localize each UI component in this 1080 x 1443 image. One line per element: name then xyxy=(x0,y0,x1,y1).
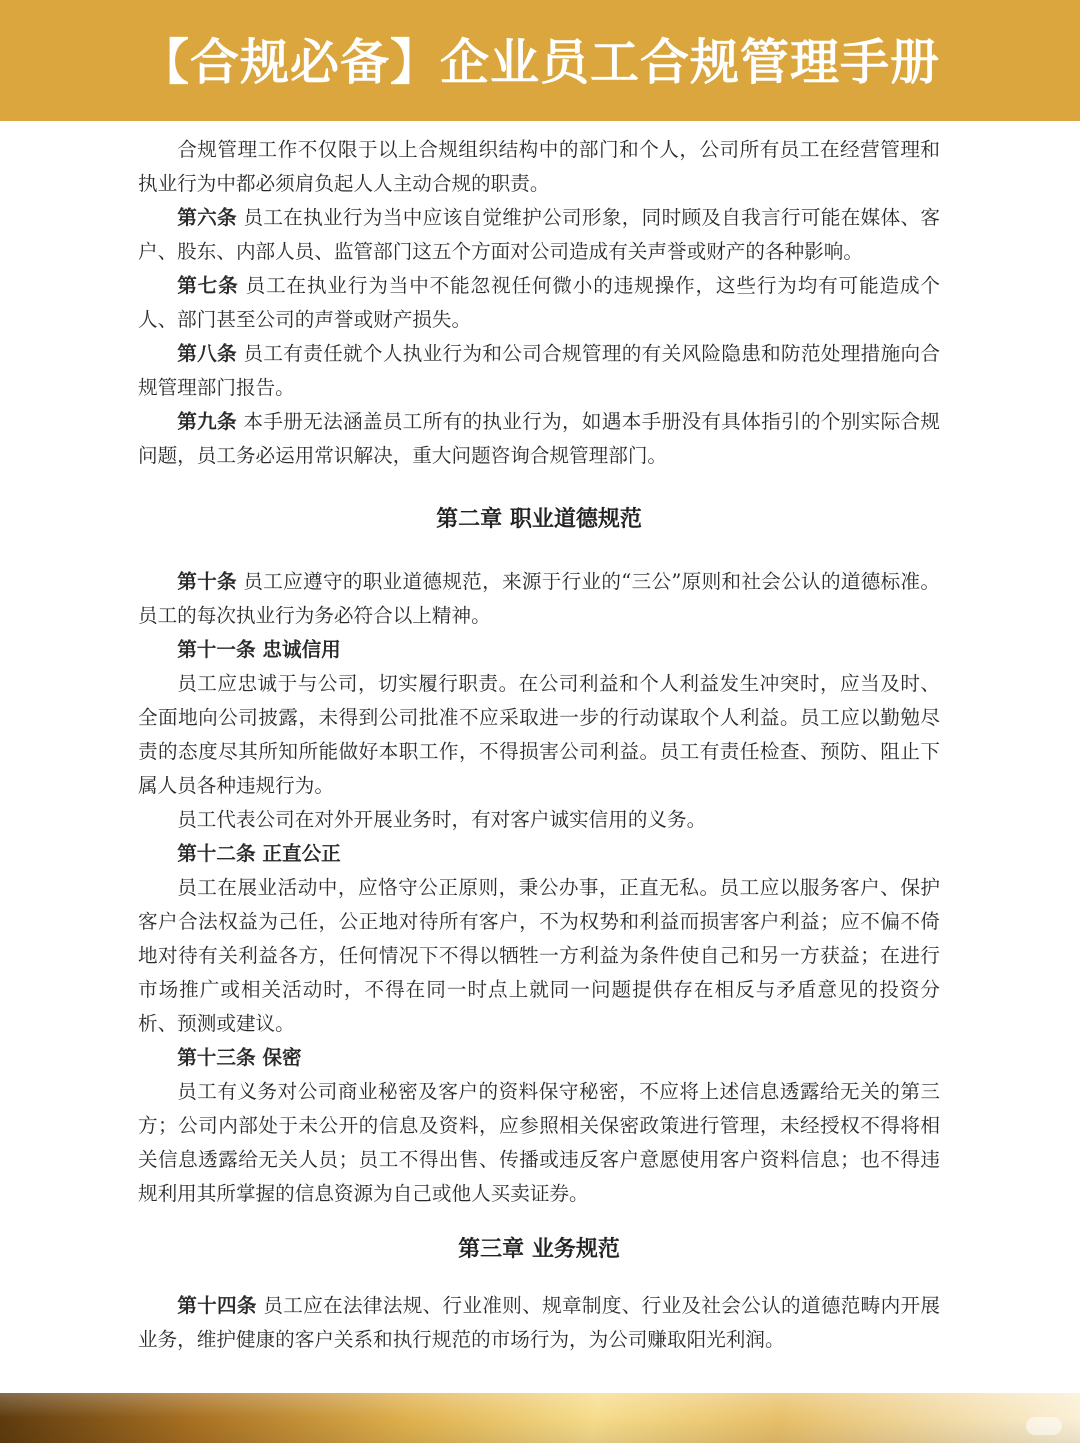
article-9-label: 第九条 xyxy=(177,410,237,433)
article-6-label: 第六条 xyxy=(177,206,237,229)
article-10 xyxy=(138,565,940,633)
watermark-badge xyxy=(1026,1417,1062,1435)
article-12-heading: 第十二条 正直公正 xyxy=(177,842,341,865)
article-14 xyxy=(138,1289,940,1357)
article-7 xyxy=(138,269,940,337)
header-banner xyxy=(0,0,1080,121)
article-13-heading: 第十三条 保密 xyxy=(177,1046,302,1069)
document-body xyxy=(138,133,940,1357)
article-12-paragraph: 员工在展业活动中，应恪守公正原则，秉公办事，正直无私。员工应以服务客户、保护客户合法权益为己任，公正地对待所有客户，不为权势和利益而损害客户利益；应不偏不倚地对待有关利益各方，任何情况下不得以牺牲一方利益为条件使自己和另一方获益；在进行市场推广或相关活动时，不得在同一时点上就同一问题提供存在相反与矛盾意见的投资分析、预测或建议。 xyxy=(138,876,940,1035)
page-title: 【合规必备】企业员工合规管理手册 xyxy=(139,33,940,91)
article-9-text: 本手册无法涵盖员工所有的执业行为，如遇本手册没有具体指引的个别实际合规问题，员工务必运用常识解决，重大问题咨询合规管理部门。 xyxy=(138,410,940,467)
article-8 xyxy=(138,337,940,405)
article-13-paragraph: 员工有义务对公司商业秘密及客户的资料保守秘密，不应将上述信息透露给无关的第三方；公司内部处于未公开的信息及资料，应参照相关保密政策进行管理，未经授权不得将相关信息透露给无关人员；员工不得出售、传播或违反客户意愿使用客户资料信息；也不得违规利用其所掌握的信息资源为自己或他人买卖证券。 xyxy=(138,1080,940,1205)
article-11-paragraph-2: 员工代表公司在对外开展业务时，有对客户诚实信用的义务。 xyxy=(177,808,707,831)
article-14-label: 第十四条 xyxy=(177,1294,257,1317)
footer-gold-band xyxy=(0,1393,1080,1443)
article-9 xyxy=(138,405,940,473)
article-7-text: 员工在执业行为当中不能忽视任何微小的违规操作，这些行为均有可能造成个人、部门甚至公司的声誉或财产损失。 xyxy=(138,274,941,331)
article-6-text: 员工在执业行为当中应该自觉维护公司形象，同时顾及自我言行可能在媒体、客户、股东、内部人员、监管部门这五个方面对公司造成有关声誉或财产的各种影响。 xyxy=(138,206,940,263)
intro-paragraph: 合规管理工作不仅限于以上合规组织结构中的部门和个人，公司所有员工在经营管理和执业行为中都必须肩负起人人主动合规的职责。 xyxy=(138,138,940,195)
article-8-label: 第八条 xyxy=(177,342,237,365)
chapter-2-heading: 第二章 职业道德规范 xyxy=(436,507,642,532)
article-10-label: 第十条 xyxy=(177,570,237,593)
footer-sheen xyxy=(0,1393,1080,1443)
article-11-paragraph-1: 员工应忠诚于与公司，切实履行职责。在公司利益和个人利益发生冲突时，应当及时、全面地向公司披露，未得到公司批准不应采取进一步的行动谋取个人利益。员工应以勤勉尽责的态度尽其所知所能做好本职工作，不得损害公司利益。员工有责任检查、预防、阻止下属人员各种违规行为。 xyxy=(138,672,940,797)
article-6 xyxy=(138,201,940,269)
article-8-text: 员工有责任就个人执业行为和公司合规管理的有关风险隐患和防范处理措施向合规管理部门报告。 xyxy=(138,342,940,399)
article-10-text: 员工应遵守的职业道德规范，来源于行业的“三公”原则和社会公认的道德标准。员工的每次执业行为务必符合以上精神。 xyxy=(138,570,940,627)
chapter-3-heading: 第三章 业务规范 xyxy=(458,1237,620,1262)
article-7-label: 第七条 xyxy=(177,274,239,297)
article-11-heading: 第十一条 忠诚信用 xyxy=(177,638,341,661)
article-14-text: 员工应在法律法规、行业准则、规章制度、行业及社会公认的道德范畴内开展业务，维护健康的客户关系和执行规范的市场行为，为公司赚取阳光利润。 xyxy=(138,1294,940,1351)
